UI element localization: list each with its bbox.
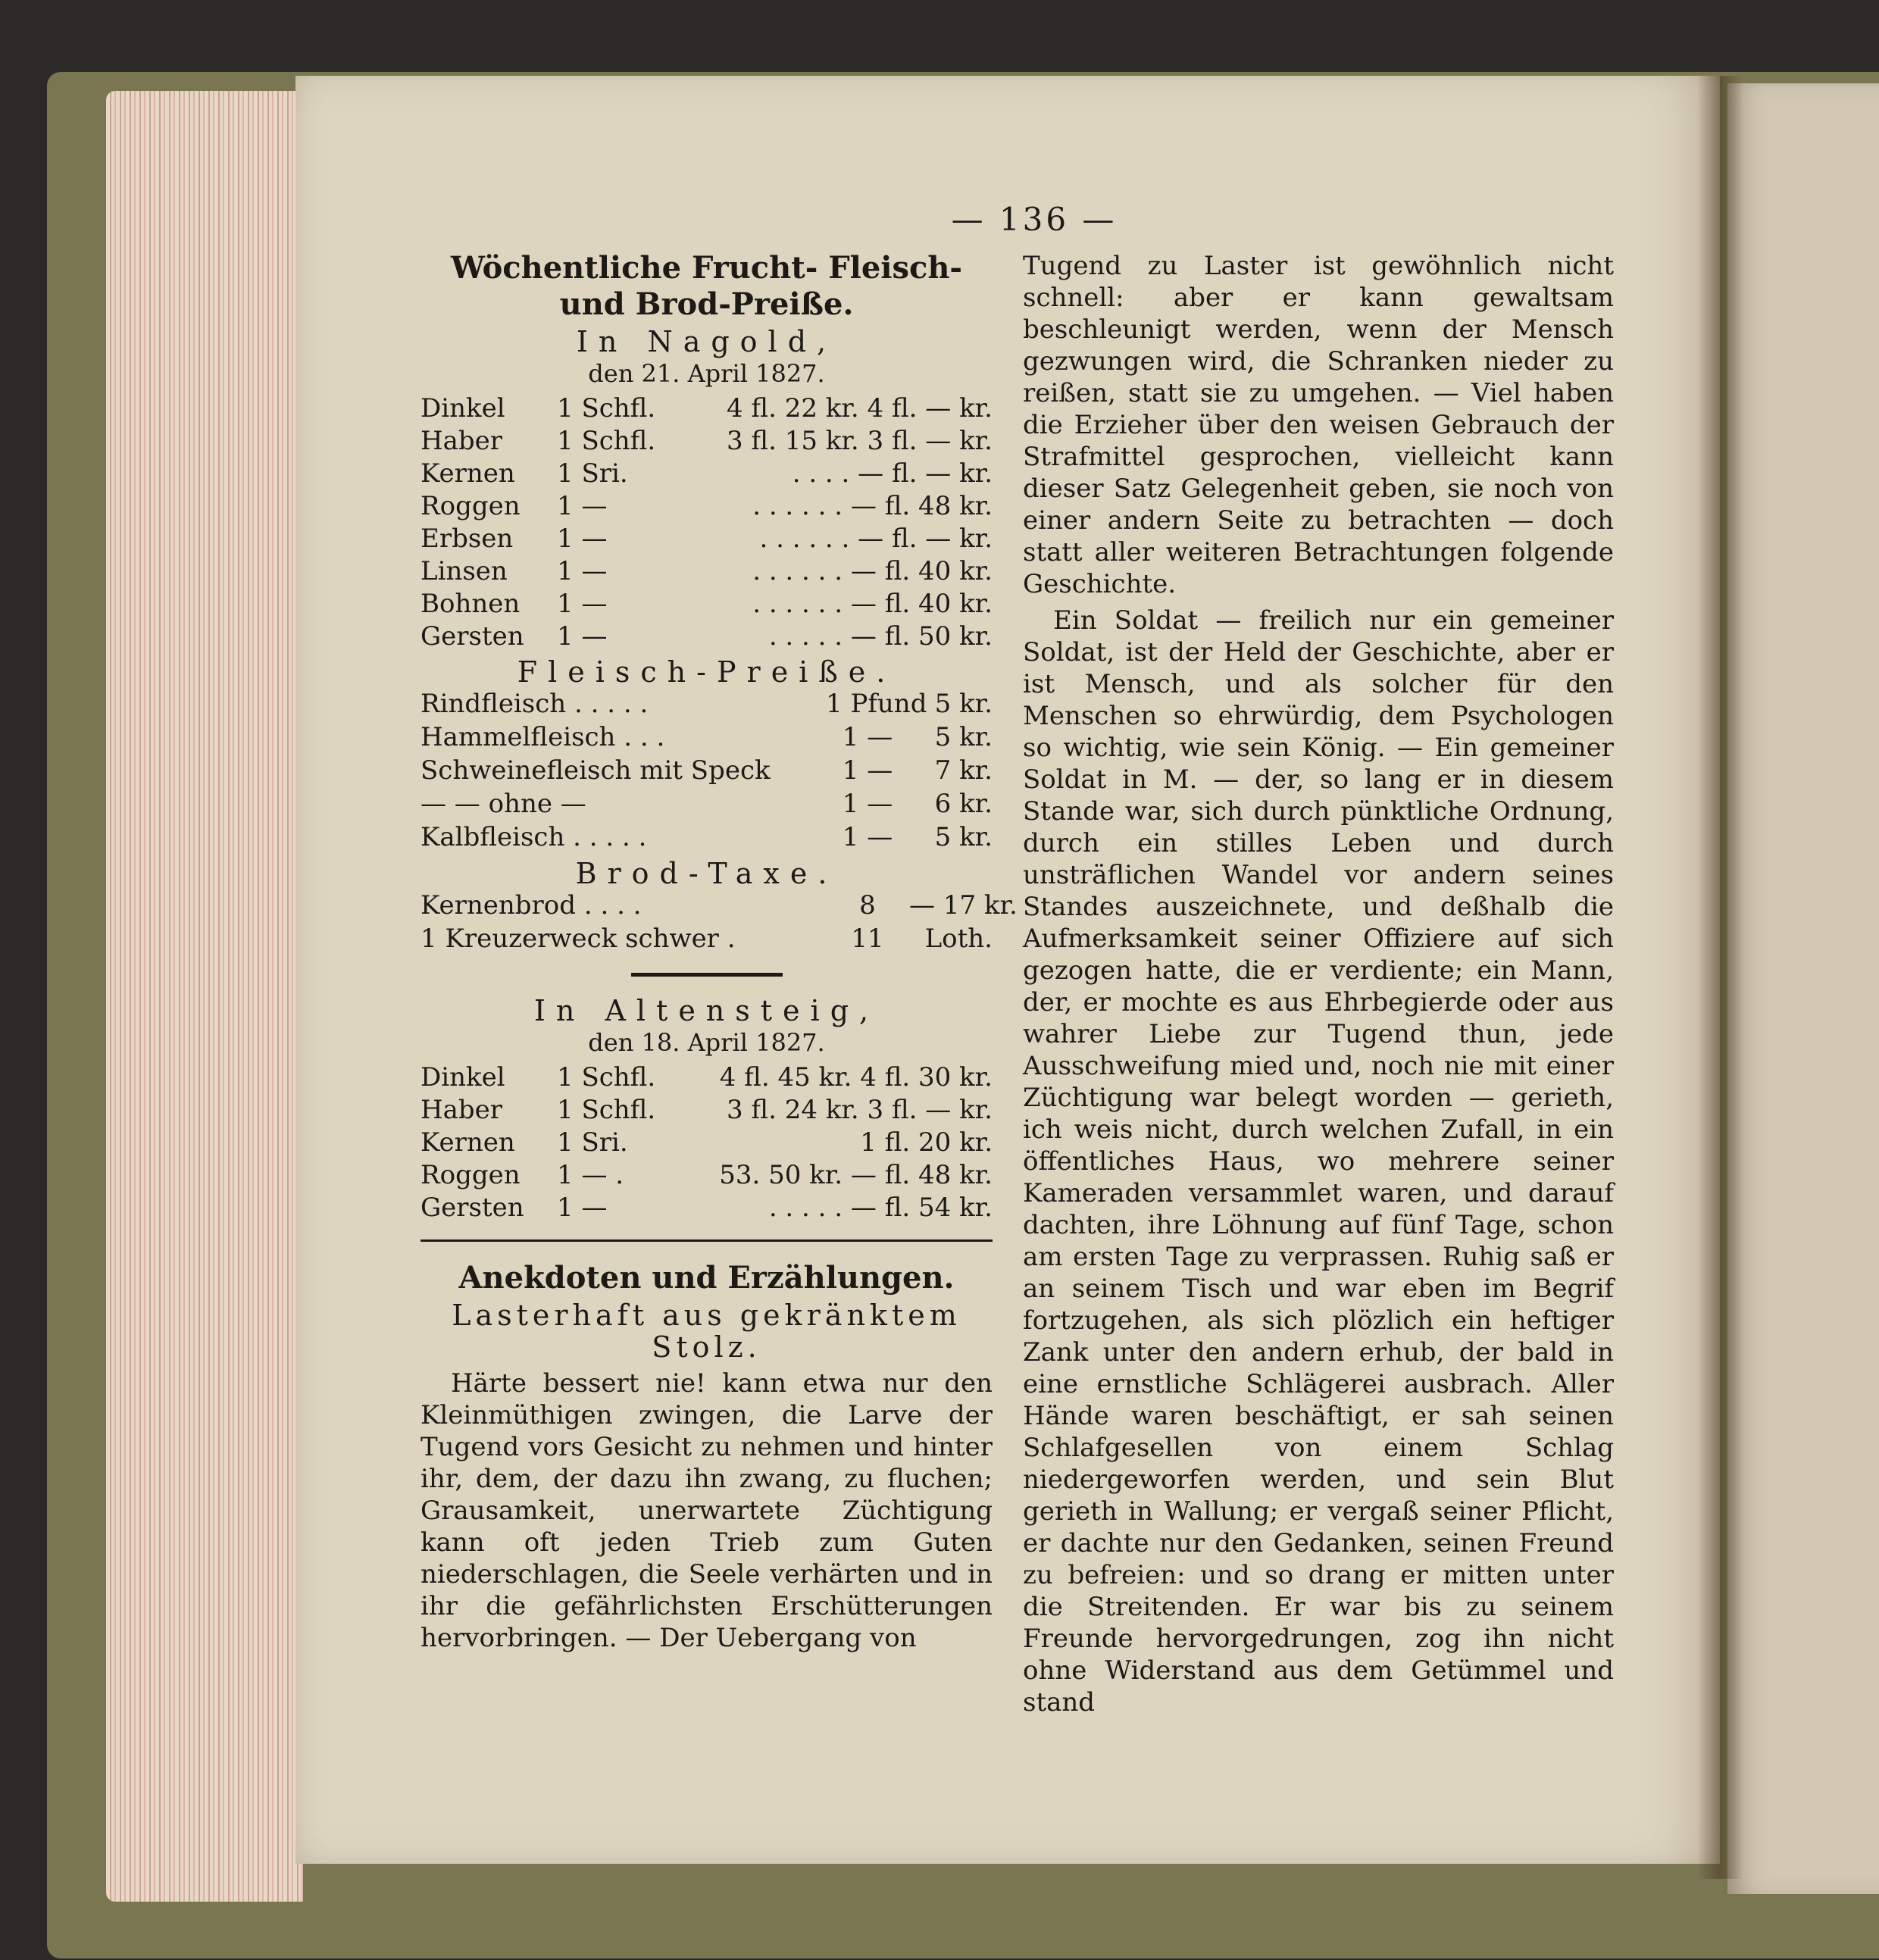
altensteig-heading: In Altensteig, <box>533 994 880 1027</box>
grain-name: Haber <box>421 1095 503 1125</box>
meat-prices-heading: Fleisch-Preiße. <box>517 655 896 689</box>
meat-price-table <box>421 688 993 855</box>
table-row <box>421 923 993 956</box>
section-divider <box>631 973 783 977</box>
grain-prices: . . . . . . — fl. — kr. <box>759 524 993 554</box>
table-row <box>421 392 993 425</box>
grain-qty: 1 — . <box>557 1160 624 1190</box>
meat-price: 6 kr. <box>934 789 993 819</box>
page-number: — 136 — <box>951 201 1118 238</box>
nagold-date: den 21. April 1827. <box>588 359 825 388</box>
meat-price: 7 kr. <box>934 755 993 786</box>
table-row <box>421 425 993 458</box>
section-divider <box>421 1239 993 1242</box>
meat-name: — — ohne — <box>421 789 586 819</box>
bread-price: Loth. <box>924 924 993 954</box>
meat-price: 5 kr. <box>934 822 993 852</box>
table-row <box>421 621 993 653</box>
nagold-heading: In Nagold, <box>576 325 837 358</box>
grain-name: Erbsen <box>421 524 514 554</box>
grain-qty: 1 — <box>557 556 608 586</box>
grain-name: Dinkel <box>421 1062 505 1093</box>
bread-tax-heading: Brod-Taxe. <box>575 857 838 890</box>
meat-qty: 1 — <box>842 789 893 819</box>
table-row <box>421 555 993 588</box>
grain-prices: . . . . . . — fl. 40 kr. <box>752 556 993 586</box>
meat-name: Schweinefleisch mit Speck <box>421 755 771 786</box>
grain-qty: 1 Schfl. <box>557 393 656 424</box>
bread-price-table <box>421 889 1018 956</box>
meat-qty: 1 Pfund <box>826 689 927 719</box>
table-row <box>421 1127 993 1159</box>
price-list-title: Wöchentliche Frucht- Fleisch- und Brod-Preiße. <box>450 250 963 322</box>
meat-name: Rindfleisch . . . . . <box>421 689 649 719</box>
table-row <box>421 688 993 721</box>
grain-qty: 1 — <box>557 621 608 652</box>
altensteig-grain-table <box>421 1061 993 1224</box>
grain-qty: 1 — <box>557 491 608 521</box>
table-row <box>421 458 993 490</box>
grain-name: Dinkel <box>421 393 505 424</box>
meat-name: Kalbfleisch . . . . . <box>421 822 647 852</box>
grain-name: Bohnen <box>421 589 521 619</box>
grain-name: Kernen <box>421 458 515 489</box>
grain-name: Roggen <box>421 1160 521 1190</box>
grain-name: Linsen <box>421 556 508 586</box>
grain-prices: 3 fl. 24 kr. 3 fl. — kr. <box>726 1095 993 1125</box>
grain-name: Roggen <box>421 491 521 521</box>
grain-name: Gersten <box>421 621 524 652</box>
table-row <box>421 1061 993 1094</box>
nagold-grain-table <box>421 392 993 653</box>
grain-qty: 1 Schfl. <box>557 1062 656 1093</box>
grain-name: Gersten <box>421 1193 524 1223</box>
story-paragraph: Tugend zu Laster ist gewöhnlich nicht schnell: aber er kann gewaltsam beschleunigt werden, wenn der Mensch gezwungen wird, die Schranken nieder zu reißen, statt sie zu umgehen. — Viel haben die Erzieher über den weisen Gebrauch der Strafmittel gesprochen, vielleicht kann dieser Satz Gelegenheit geben, sie noch von einer andern Seite zu betrachten — doch statt aller weiteren Betrachtungen folgende Geschichte. <box>1023 251 1614 599</box>
table-row <box>421 755 993 788</box>
book-gutter <box>1697 76 1743 1879</box>
grain-prices: 4 fl. 22 kr. 4 fl. — kr. <box>726 393 993 424</box>
grain-qty: 1 Schfl. <box>557 1095 656 1125</box>
table-row <box>421 490 993 523</box>
grain-prices: 3 fl. 15 kr. 3 fl. — kr. <box>726 426 993 456</box>
grain-prices: . . . . . — fl. 50 kr. <box>768 621 993 652</box>
table-row <box>421 788 993 821</box>
grain-qty: 1 Schfl. <box>557 426 656 456</box>
meat-qty: 1 — <box>842 722 893 752</box>
grain-name: Haber <box>421 426 503 456</box>
grain-prices: 53. 50 kr. — fl. 48 kr. <box>719 1160 993 1190</box>
page-edges <box>106 91 303 1902</box>
table-row <box>421 1192 993 1224</box>
altensteig-date: den 18. April 1827. <box>588 1028 825 1057</box>
table-row <box>421 821 993 855</box>
story-title: Lasterhaft aus gekränktem Stolz. <box>452 1299 961 1364</box>
story-paragraph: Härte bessert nie! kann etwa nur den Kleinmüthigen zwingen, die Larve der Tugend vors Gesicht zu nehmen und hinter ihr, dem, der dazu ihn zwang, zu fluchen; Grausamkeit, unerwartete Züchtigung kann oft jeden Trieb zum Guten niederschlagen, die Seele verhärten und in ihr die gefährlichsten Erschütterungen hervorbringen. — Der Uebergang von <box>421 1368 993 1653</box>
bread-qty: 8 <box>859 890 876 921</box>
grain-prices: . . . . . . — fl. 40 kr. <box>752 589 993 619</box>
grain-prices: 4 fl. 45 kr. 4 fl. 30 kr. <box>719 1062 993 1093</box>
grain-qty: 1 — <box>557 524 608 554</box>
right-column <box>1023 250 1614 1718</box>
table-row <box>421 588 993 621</box>
grain-prices: . . . . . — fl. 54 kr. <box>768 1193 993 1223</box>
grain-qty: 1 — <box>557 589 608 619</box>
grain-prices: . . . . . . — fl. 48 kr. <box>752 491 993 521</box>
grain-qty: 1 Sri. <box>557 458 628 489</box>
grain-name: Kernen <box>421 1127 515 1158</box>
table-row <box>421 523 993 555</box>
table-row <box>421 721 993 755</box>
bread-name: Kernenbrod . . . . <box>421 890 642 921</box>
facing-page <box>1727 83 1879 1894</box>
table-row <box>421 1094 993 1127</box>
bread-name: 1 Kreuzerweck schwer . <box>421 924 736 954</box>
left-column <box>421 250 1018 1654</box>
meat-name: Hammelfleisch . . . <box>421 722 665 752</box>
table-row <box>421 1159 993 1192</box>
grain-prices: 1 fl. 20 kr. <box>860 1127 993 1158</box>
bread-qty: 11 <box>851 924 884 954</box>
anecdotes-heading: Anekdoten und Erzählungen. <box>458 1260 955 1296</box>
meat-qty: 1 — <box>842 755 893 786</box>
story-paragraph: Ein Soldat — freilich nur ein gemeiner Soldat, ist der Held der Geschichte, aber er ist Mensch, und als solcher für den Menschen so ehrwürdig, dem Psychologen so wichtig, wie sein König. — Ein gemeiner Soldat in M. — der, so lang er in diesem Stande war, sich durch pünktliche Ordnung, durch ein stilles Leben und durch unsträflichen Wandel vor andern seines Standes auszeichnete, und deßhalb die Aufmerksamkeit seiner Offiziere auf sich gezogen hatte, die er verdiente; ein Mann, der, er mochte es aus Ehrbegierde oder aus wahrer Liebe zur Tugend thun, jede Ausschweifung mied und, noch nie mit einer Züchtigung war belegt worden — gerieth, ich weis nicht, durch welchen Zufall, in ein öffentliches Haus, wo mehrere seiner Kameraden versammlet waren, und darauf dachten, ihre Löhnung auf fünf Tage, schon am ersten Tage zu verprassen. Ruhig saß er an seinem Tisch und war eben im Begrif fortzugehen, als sich plözlich ein heftiger Zank unter den andern erhub, der bald in eine ernstliche Schlägerei ausbrach. Aller Hände waren beschäftigt, er sah seinen Schlafgesellen von einem Schlag niedergeworfen werden, und sein Blut gerieth in Wallung; er vergaß seiner Pflicht, er dachte nur den Gedanken, seinen Freund zu befreien: und so drang er mitten unter die Streitenden. Er war bis zu seinem Freunde hervorgedrungen, zog ihn nicht ohne Widerstand aus dem Getümmel und stand <box>1023 605 1614 1718</box>
table-row <box>421 889 1018 923</box>
meat-qty: 1 — <box>842 822 893 852</box>
grain-prices: . . . . — fl. — kr. <box>792 458 993 489</box>
grain-qty: 1 Sri. <box>557 1127 628 1158</box>
meat-price: 5 kr. <box>934 689 993 719</box>
meat-price: 5 kr. <box>934 722 993 752</box>
bread-price: — 17 kr. <box>909 890 1018 921</box>
grain-qty: 1 — <box>557 1193 608 1223</box>
